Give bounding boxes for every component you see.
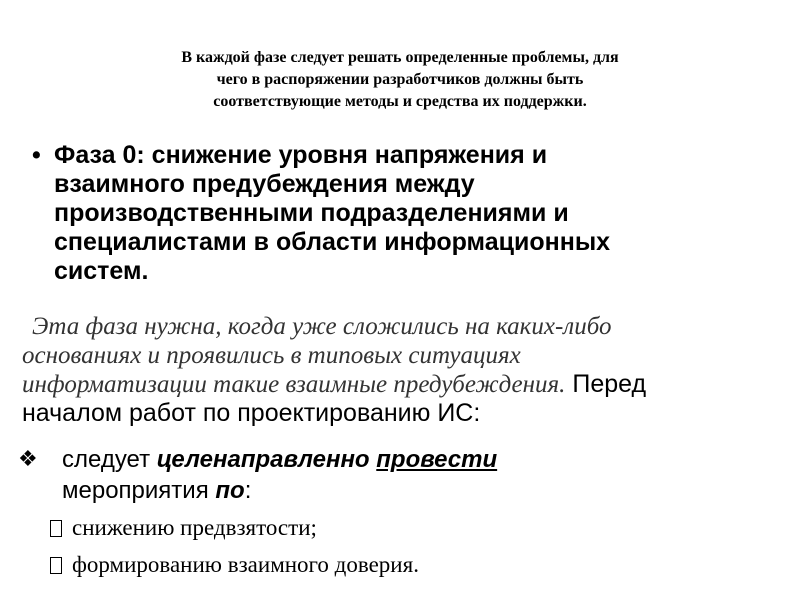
list-item — [50, 551, 650, 579]
sub-bullet-line — [62, 476, 251, 506]
phase-explanation — [22, 312, 792, 428]
sub-bullet-plain: мероприятия — [62, 477, 216, 504]
list-item-text: формированию взаимного доверия. — [72, 552, 419, 577]
heading-line: В каждой фазе следует решать определенные проблемы, для — [181, 49, 619, 66]
list-item-text: снижению предвзятости; — [72, 515, 317, 540]
phase-0-text — [54, 141, 774, 286]
heading-line: чего в распоряжении разработчиков должны быть — [216, 71, 584, 88]
diamond-bullet-icon: ❖ — [18, 447, 38, 472]
explanation-line: Эта фаза нужна, когда уже сложились на каких-либо — [32, 313, 612, 340]
phase-line: Фаза 0: снижение уровня напряжения и — [54, 141, 548, 169]
explanation-italic-end: информатизации такие взаимные предубеждения. — [22, 371, 566, 398]
heading-line: соответствующие методы и средства их поддержки. — [213, 93, 587, 110]
phase-line: взаимного предубеждения между — [54, 170, 475, 198]
sub-bullet-colon: : — [244, 477, 252, 504]
sub-bullet-plain: следует — [62, 446, 157, 473]
explanation-plain-start: Перед — [565, 370, 647, 398]
sub-bullet-emphasis: целенаправленно — [156, 446, 377, 473]
bullet-icon: • — [32, 141, 41, 169]
explanation-line — [22, 370, 792, 399]
explanation-line: основаниях и проявились в типовых ситуациях — [22, 342, 521, 369]
checkbox-icon — [50, 557, 62, 574]
sub-bullet-emphasis: по — [215, 477, 245, 504]
list-item — [50, 514, 650, 542]
phase-line: систем. — [54, 257, 149, 285]
slide-heading — [60, 47, 740, 113]
explanation-line: началом работ по проектированию ИС: — [22, 399, 481, 427]
sub-bullet-line — [62, 445, 497, 475]
sub-bullet-underlined: провести — [376, 446, 498, 473]
phase-line: производственными подразделениями и — [54, 199, 569, 227]
phase-line: специалистами в области информационных — [54, 228, 611, 256]
checkbox-icon — [50, 520, 62, 537]
